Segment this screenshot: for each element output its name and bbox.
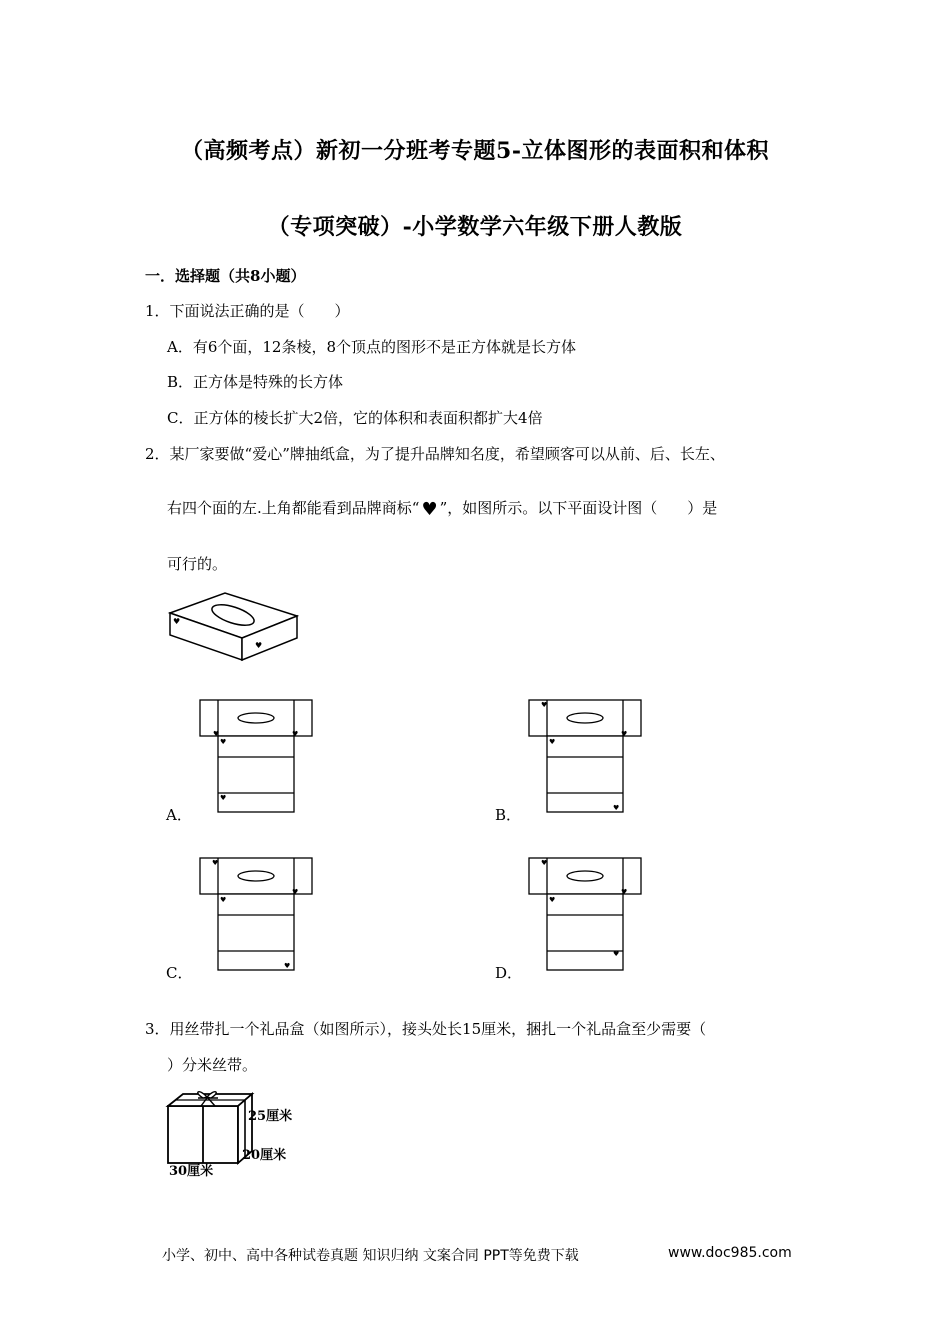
q2-choice-b-label[interactable]: B． xyxy=(495,806,522,824)
svg-text:♥: ♥ xyxy=(212,858,219,867)
q1-option-b: B．正方体是特殊的长方体 xyxy=(167,373,344,391)
gift-box-length-label: 30厘米 xyxy=(169,1164,214,1179)
q2-line3: 可行的。 xyxy=(167,555,228,573)
q3-line1: 3．用丝带扎一个礼品盒（如图所示），接头处长15厘米，捆扎一个礼品盒至少需要（ xyxy=(145,1020,707,1038)
svg-text:♥: ♥ xyxy=(549,895,556,904)
page-title-line1: （高频考点）新初一分班考专题5-立体图形的表面积和体积 xyxy=(181,138,769,164)
svg-text:♥: ♥ xyxy=(541,858,548,867)
svg-text:♥: ♥ xyxy=(220,895,227,904)
gift-box-height-label: 25厘米 xyxy=(248,1109,293,1124)
q1-option-c: C．正方体的棱长扩大2倍，它的体积和表面积都扩大4倍 xyxy=(167,409,543,427)
tissue-box-heart-left-icon: ♥ xyxy=(173,616,181,626)
footer-text: 小学、初中、高中各种试卷真题 知识归纳 文案合同 PPT等免费下载 xyxy=(162,1248,579,1264)
svg-text:♥: ♥ xyxy=(213,729,220,738)
svg-text:♥: ♥ xyxy=(549,737,556,746)
footer-url[interactable]: www.doc985.com xyxy=(668,1245,792,1261)
heart-logo-icon: ♥ xyxy=(421,499,438,520)
svg-text:♥: ♥ xyxy=(220,737,227,746)
svg-text:♥: ♥ xyxy=(292,887,299,896)
q2-choice-c-label[interactable]: C． xyxy=(166,964,193,982)
net-design-a xyxy=(198,698,314,814)
q2-choice-d-label[interactable]: D． xyxy=(495,964,523,982)
net-design-b xyxy=(527,698,643,814)
q1-stem: 1．下面说法正确的是（ ） xyxy=(145,302,350,320)
svg-text:♥: ♥ xyxy=(292,729,299,738)
tissue-box-heart-right-icon: ♥ xyxy=(255,640,263,650)
q2-line2-b: ”，如图所示。以下平面设计图（ ）是 xyxy=(439,499,718,517)
svg-text:♥: ♥ xyxy=(220,793,227,802)
svg-text:♥: ♥ xyxy=(613,803,620,812)
svg-text:♥: ♥ xyxy=(621,729,628,738)
q2-choice-a-label[interactable]: A． xyxy=(166,806,192,824)
q2-line2-a: 右四个面的左.上角都能看到品牌商标“ xyxy=(167,499,420,517)
gift-box-illustration xyxy=(163,1086,303,1178)
q2-line1: 2．某厂家要做“爱心”牌抽纸盒，为了提升品牌知名度，希望顾客可以从前、后、长左、 xyxy=(145,445,725,463)
q1-option-a: A．有6个面，12条棱，8个顶点的图形不是正方体就是长方体 xyxy=(167,338,577,356)
svg-text:♥: ♥ xyxy=(284,961,291,970)
net-design-d xyxy=(527,856,643,972)
svg-text:♥: ♥ xyxy=(613,949,620,958)
net-design-c xyxy=(198,856,314,972)
gift-box-width-label: 20厘米 xyxy=(242,1148,287,1163)
svg-text:♥: ♥ xyxy=(621,887,628,896)
q2-line2 xyxy=(167,497,717,520)
q3-line2: ）分米丝带。 xyxy=(167,1056,258,1074)
tissue-box-illustration xyxy=(165,588,305,668)
page-title-line2: （专项突破）-小学数学六年级下册人教版 xyxy=(267,214,683,240)
svg-text:♥: ♥ xyxy=(541,700,548,709)
section-heading: 一．选择题（共8小题） xyxy=(145,267,306,285)
